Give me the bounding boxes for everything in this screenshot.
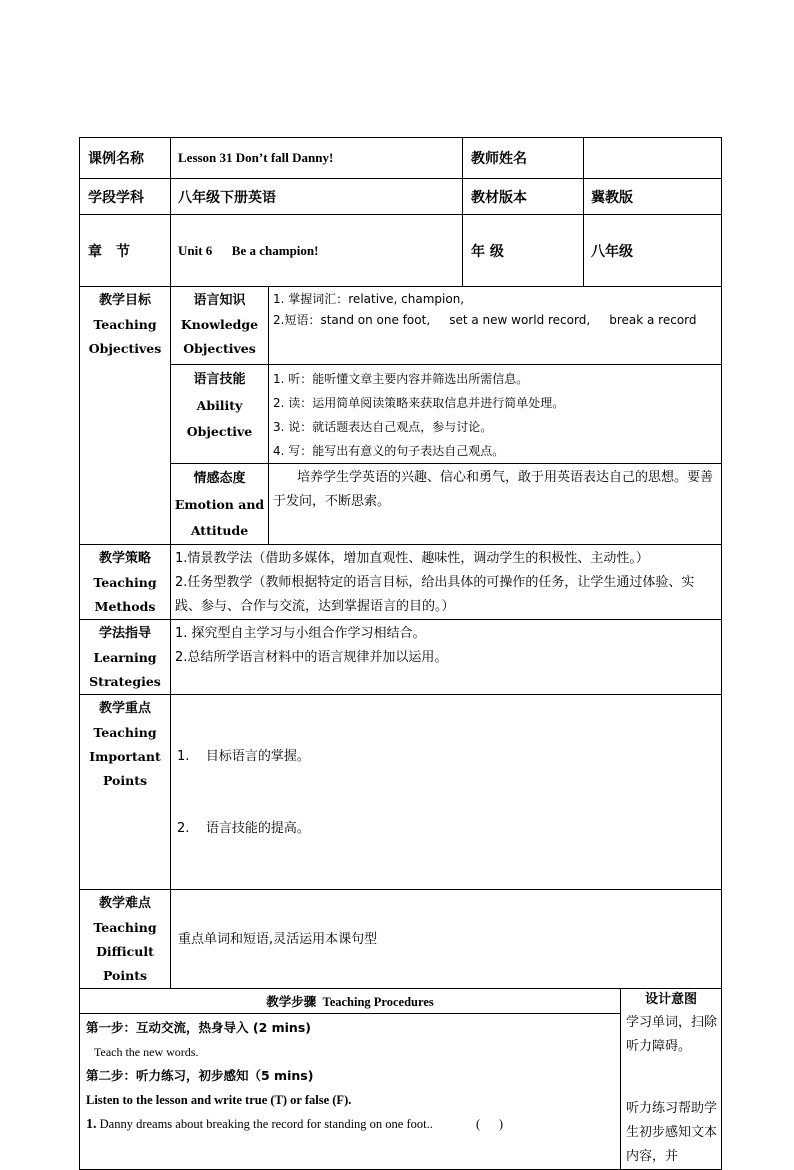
emotion-label-en2: Attitude xyxy=(190,523,249,538)
question-1 xyxy=(86,1112,614,1137)
row-lesson-name xyxy=(80,138,722,179)
row-knowledge xyxy=(80,287,722,365)
difficult-label-cn: 教学难点 xyxy=(98,896,151,911)
important-label-cn: 教学重点 xyxy=(98,701,151,716)
textbook-value: 冀教版 xyxy=(584,179,722,215)
q1-number: 1. xyxy=(86,1116,97,1132)
teacher-value xyxy=(584,138,722,179)
objectives-label-en2: Objectives xyxy=(88,341,162,356)
step2-title: 第二步：听力练习，初步感知（5 mins) xyxy=(86,1067,314,1083)
design-spacer xyxy=(621,1059,721,1097)
objectives-label-en1: Teaching xyxy=(93,317,157,332)
difficult-label xyxy=(80,890,171,989)
important-label xyxy=(80,695,171,890)
strategies-line: 1. 探究型自主学习与小组合作学习相结合。 xyxy=(175,626,426,641)
row-emotion xyxy=(80,464,722,545)
methods-line: 2.任务型教学（教师根据特定的语言目标，给出具体的可操作的任务，让学生通过体验、实践、参与、合作与交流，达到掌握语言的目的。） xyxy=(175,575,695,614)
strategies-content xyxy=(171,620,722,695)
methods-label-cn: 教学策略 xyxy=(98,551,151,566)
knowledge-content xyxy=(269,287,722,365)
design-note-1: 学习单词，扫除听力障碍。 xyxy=(626,1015,718,1054)
step1-title: 第一步：互动交流，热身导入 (2 mins) xyxy=(86,1019,311,1035)
strategies-label xyxy=(80,620,171,695)
strategies-label-en1: Learning xyxy=(93,650,157,665)
step2-instruction: Listen to the lesson and write true (T) or false (F). xyxy=(86,1092,352,1107)
lesson-name-value: Lesson 31 Don’t fall Danny! xyxy=(171,138,463,179)
important-label-en1: Teaching xyxy=(93,725,157,740)
lesson-plan-table xyxy=(79,137,722,989)
stage-value: 八年级下册英语 xyxy=(171,179,463,215)
methods-line: 1.情景教学法（借助多媒体，增加直观性、趣味性，调动学生的积极性、主动性。） xyxy=(175,551,649,566)
row-difficult xyxy=(80,890,722,989)
important-content xyxy=(171,695,722,890)
important-label-en2: Important xyxy=(89,749,161,764)
difficult-label-en2: Difficult xyxy=(96,944,154,959)
knowledge-label-cn: 语言知识 xyxy=(193,293,246,308)
knowledge-line: 2.短语：stand on one foot, set a new world record, break a record xyxy=(273,313,697,327)
lesson-plan-page xyxy=(79,137,721,1164)
row-chapter xyxy=(80,215,722,287)
strategies-label-en2: Strategies xyxy=(89,674,161,689)
design-note-2: 听力练习帮助学生初步感知文本内容，并 xyxy=(626,1101,718,1164)
row-important xyxy=(80,695,722,890)
objectives-label xyxy=(80,287,171,545)
strategies-label-cn: 学法指导 xyxy=(98,626,151,641)
row-ability xyxy=(80,365,722,464)
ability-line: 3. 说：就话题表达自己观点，参与讨论。 xyxy=(273,420,493,434)
procedures-title: 教学步骤 Teaching Procedures xyxy=(80,989,621,1014)
step1-text: Teach the new words. xyxy=(94,1044,199,1059)
strategies-line: 2.总结所学语言材料中的语言规律并加以运用。 xyxy=(175,650,448,665)
methods-label xyxy=(80,545,171,620)
knowledge-line: 1. 掌握词汇：relative, champion, xyxy=(273,292,465,306)
difficult-label-en3: Points xyxy=(102,968,148,983)
q1-text: Danny dreams about breaking the record for standing on one foot.. xyxy=(99,1116,433,1131)
ability-line: 1. 听：能听懂文章主要内容并筛选出所需信息。 xyxy=(273,372,529,386)
methods-label-en1: Teaching xyxy=(93,575,157,590)
knowledge-label-en1: Knowledge xyxy=(180,317,259,332)
design-title: 设计意图 xyxy=(644,992,697,1007)
ability-label-en1: Ability xyxy=(196,398,243,413)
row-stage xyxy=(80,179,722,215)
chapter-label: 章 节 xyxy=(80,215,171,287)
emotion-label-en1: Emotion and xyxy=(174,497,265,512)
important-line: 2. 语言技能的提高。 xyxy=(177,821,310,836)
emotion-label-cn: 情感态度 xyxy=(193,471,246,486)
emotion-label xyxy=(171,464,269,545)
difficult-label-en1: Teaching xyxy=(93,920,157,935)
objectives-label-cn: 教学目标 xyxy=(98,293,151,308)
ability-line: 2. 读：运用简单阅读策略来获取信息并进行简单处理。 xyxy=(273,396,565,410)
important-line: 1. 目标语言的掌握。 xyxy=(177,749,310,764)
difficult-content: 重点单词和短语,灵活运用本课句型 xyxy=(171,890,722,989)
ability-content xyxy=(269,365,722,464)
important-label-en3: Points xyxy=(102,773,148,788)
design-column xyxy=(621,989,722,1170)
textbook-label: 教材版本 xyxy=(463,179,584,215)
grade-label: 年 级 xyxy=(463,215,584,287)
emotion-content: 培养学生学英语的兴趣、信心和勇气，敢于用英语表达自己的思想。要善于发问，不断思索。 xyxy=(269,464,722,545)
row-procedures-header xyxy=(80,989,722,1014)
ability-label xyxy=(171,365,269,464)
ability-label-en2: Objective xyxy=(186,424,253,439)
q1-answer-blank[interactable]: ( ) xyxy=(475,1116,504,1131)
grade-value: 八年级 xyxy=(584,215,722,287)
row-methods xyxy=(80,545,722,620)
knowledge-label xyxy=(171,287,269,365)
procedures-content xyxy=(80,1013,621,1169)
stage-label: 学段学科 xyxy=(80,179,171,215)
ability-label-cn: 语言技能 xyxy=(193,372,246,387)
procedures-table xyxy=(79,988,722,1170)
chapter-value: Unit 6 Be a champion! xyxy=(171,215,463,287)
methods-label-en2: Methods xyxy=(94,599,156,614)
row-strategies xyxy=(80,620,722,695)
teacher-label: 教师姓名 xyxy=(463,138,584,179)
knowledge-label-en2: Objectives xyxy=(183,341,256,356)
methods-content xyxy=(171,545,722,620)
ability-line: 4. 写：能写出有意义的句子表达自己观点。 xyxy=(273,444,505,458)
lesson-name-label: 课例名称 xyxy=(80,138,171,179)
